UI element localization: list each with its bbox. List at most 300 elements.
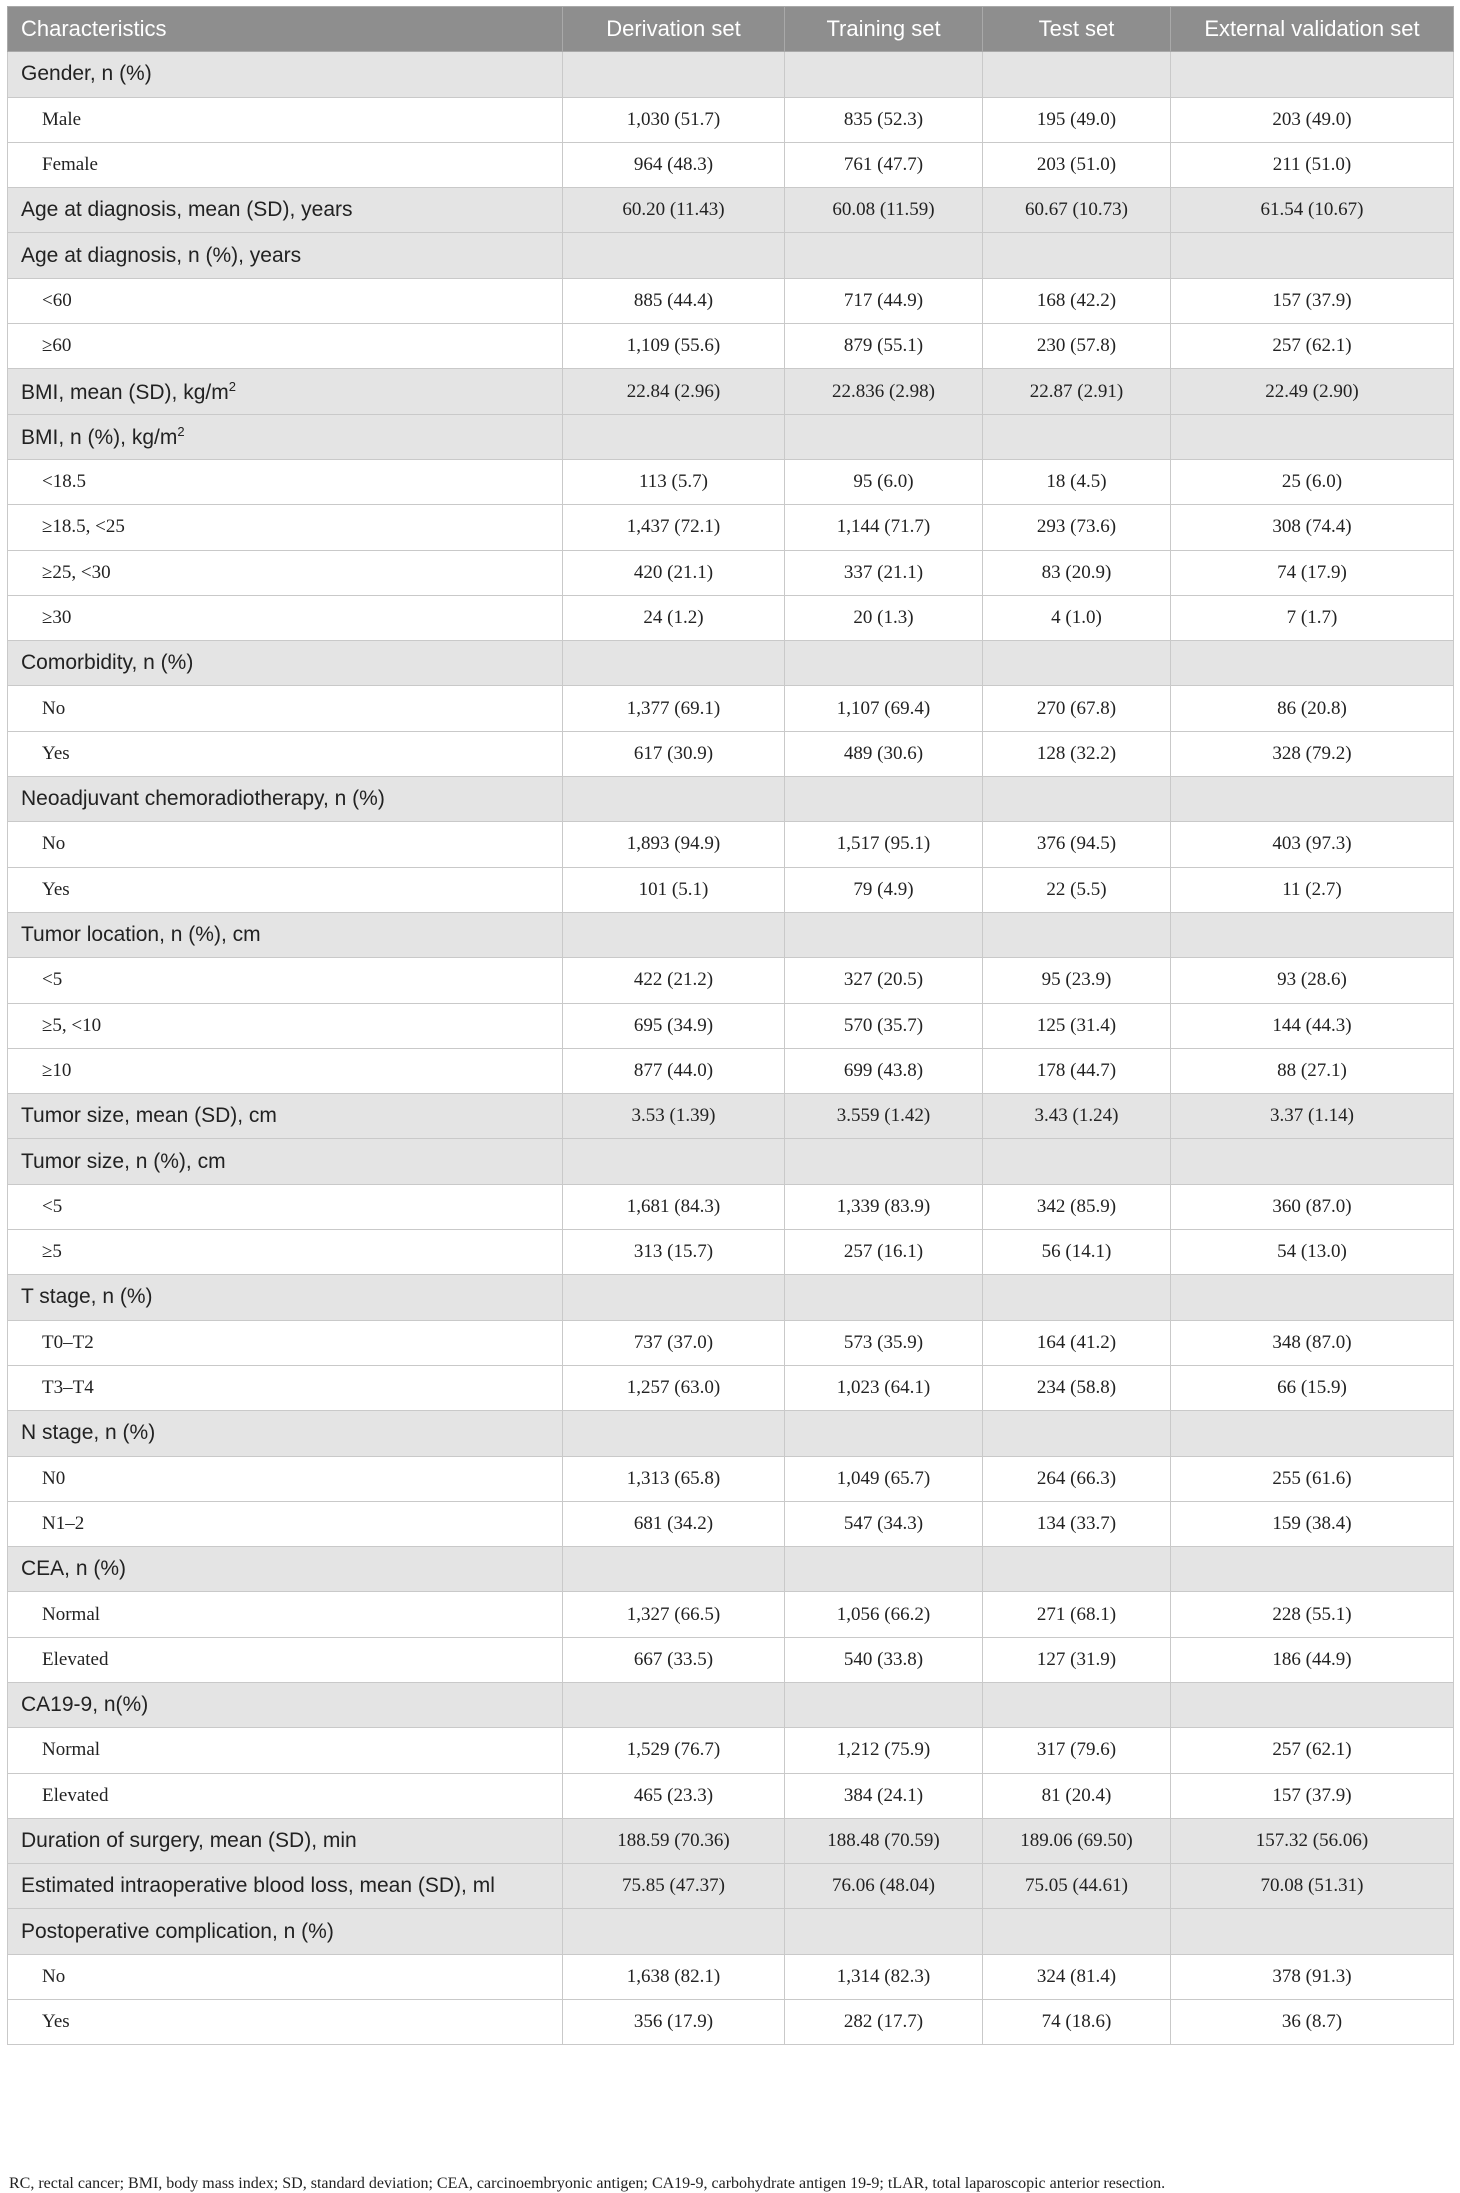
- value-cell: 11 (2.7): [1171, 867, 1454, 912]
- value-cell: 699 (43.8): [785, 1048, 983, 1093]
- value-cell: 573 (35.9): [785, 1320, 983, 1365]
- value-cell: 885 (44.4): [563, 278, 785, 323]
- row-label: [8, 1184, 563, 1229]
- value-cell: [1171, 912, 1454, 957]
- value-cell: 737 (37.0): [563, 1320, 785, 1365]
- row-label: [8, 1139, 563, 1184]
- value-cell: 282 (17.7): [785, 2000, 983, 2045]
- value-cell: 203 (49.0): [1171, 97, 1454, 142]
- value-cell: [563, 414, 785, 459]
- row-label: [8, 1592, 563, 1637]
- row-label-text: Duration of surgery, mean (SD), min: [21, 1829, 357, 1853]
- value-cell: [785, 1411, 983, 1456]
- row-label: [8, 1365, 563, 1410]
- value-cell: 134 (33.7): [983, 1501, 1171, 1546]
- value-cell: 230 (57.8): [983, 324, 1171, 369]
- table-row: [8, 822, 1454, 867]
- value-cell: 403 (97.3): [1171, 822, 1454, 867]
- row-label: [8, 278, 563, 323]
- value-cell: [983, 1139, 1171, 1184]
- value-cell: 128 (32.2): [983, 731, 1171, 776]
- value-cell: 186 (44.9): [1171, 1637, 1454, 1682]
- value-cell: [563, 233, 785, 278]
- row-label: [8, 1456, 563, 1501]
- row-label-text: Age at diagnosis, mean (SD), years: [21, 198, 353, 222]
- row-label-text: Gender, n (%): [21, 62, 152, 86]
- value-cell: 76.06 (48.04): [785, 1864, 983, 1909]
- value-cell: 168 (42.2): [983, 278, 1171, 323]
- value-cell: 54 (13.0): [1171, 1230, 1454, 1275]
- value-cell: 157.32 (56.06): [1171, 1818, 1454, 1863]
- value-cell: 667 (33.5): [563, 1637, 785, 1682]
- value-cell: 835 (52.3): [785, 97, 983, 142]
- value-cell: 1,314 (82.3): [785, 1954, 983, 1999]
- row-label: [8, 52, 563, 97]
- value-cell: 75.05 (44.61): [983, 1864, 1171, 1909]
- column-header-test-set: Test set: [983, 7, 1171, 52]
- row-label: [8, 188, 563, 233]
- category-header-row: [8, 1547, 1454, 1592]
- table-row: [8, 1003, 1454, 1048]
- row-label-text: Female: [42, 154, 98, 176]
- row-label: [8, 686, 563, 731]
- row-label: [8, 459, 563, 504]
- value-cell: [983, 1909, 1171, 1954]
- value-cell: [563, 1139, 785, 1184]
- characteristics-table: [7, 6, 1454, 2045]
- row-label: [8, 369, 563, 414]
- value-cell: 144 (44.3): [1171, 1003, 1454, 1048]
- value-cell: 79 (4.9): [785, 867, 983, 912]
- row-label: [8, 1954, 563, 1999]
- value-cell: 3.559 (1.42): [785, 1094, 983, 1139]
- category-header-row: [8, 777, 1454, 822]
- value-cell: 1,056 (66.2): [785, 1592, 983, 1637]
- value-cell: 879 (55.1): [785, 324, 983, 369]
- category-header-row: [8, 1682, 1454, 1727]
- value-cell: [785, 414, 983, 459]
- superscript: 2: [228, 378, 236, 394]
- value-cell: 1,030 (51.7): [563, 97, 785, 142]
- value-cell: [563, 1682, 785, 1727]
- value-cell: 360 (87.0): [1171, 1184, 1454, 1229]
- value-cell: 328 (79.2): [1171, 731, 1454, 776]
- row-label-text: T stage, n (%): [21, 1285, 153, 1309]
- row-label-text: ≥30: [42, 607, 72, 628]
- summary-row: [8, 1094, 1454, 1139]
- value-cell: 1,517 (95.1): [785, 822, 983, 867]
- value-cell: 324 (81.4): [983, 1954, 1171, 1999]
- value-cell: 61.54 (10.67): [1171, 188, 1454, 233]
- row-label: [8, 1230, 563, 1275]
- value-cell: [1171, 777, 1454, 822]
- row-label: [8, 1909, 563, 1954]
- row-label: [8, 1728, 563, 1773]
- value-cell: 125 (31.4): [983, 1003, 1171, 1048]
- table-footnote: RC, rectal cancer; BMI, body mass index; SD, standard deviation; CEA, carcinoembryonic antigen; CA19-9, carbohydrate antigen 19-9; tLAR, total laparoscopic anterior resection.: [9, 2175, 1166, 2192]
- value-cell: 88 (27.1): [1171, 1048, 1454, 1093]
- value-cell: 95 (6.0): [785, 459, 983, 504]
- row-label: [8, 958, 563, 1003]
- value-cell: 157 (37.9): [1171, 278, 1454, 323]
- value-cell: 1,107 (69.4): [785, 686, 983, 731]
- value-cell: 1,049 (65.7): [785, 1456, 983, 1501]
- row-label: [8, 324, 563, 369]
- value-cell: 1,529 (76.7): [563, 1728, 785, 1773]
- row-label-text: T0–T2: [42, 1331, 94, 1353]
- value-cell: 95 (23.9): [983, 958, 1171, 1003]
- value-cell: [785, 1275, 983, 1320]
- value-cell: 20 (1.3): [785, 595, 983, 640]
- category-header-row: [8, 414, 1454, 459]
- value-cell: [1171, 1909, 1454, 1954]
- value-cell: [983, 1682, 1171, 1727]
- value-cell: [1171, 52, 1454, 97]
- row-label-text: BMI, n (%), kg/m: [21, 425, 178, 449]
- value-cell: 761 (47.7): [785, 142, 983, 187]
- category-header-row: [8, 1275, 1454, 1320]
- row-label-text: Normal: [42, 1603, 101, 1625]
- row-label-text: ≥25, <30: [42, 561, 111, 583]
- row-label-text: Male: [42, 108, 82, 130]
- value-cell: [785, 912, 983, 957]
- row-label-text: Yes: [42, 742, 70, 764]
- value-cell: [785, 52, 983, 97]
- table-row: [8, 958, 1454, 1003]
- table-row: [8, 97, 1454, 142]
- value-cell: 877 (44.0): [563, 1048, 785, 1093]
- row-label-text: <60: [42, 289, 72, 311]
- value-cell: 93 (28.6): [1171, 958, 1454, 1003]
- value-cell: 22.87 (2.91): [983, 369, 1171, 414]
- value-cell: 74 (18.6): [983, 2000, 1171, 2045]
- value-cell: [1171, 1547, 1454, 1592]
- value-cell: 1,257 (63.0): [563, 1365, 785, 1410]
- column-header-external-validation-set: External validation set: [1171, 7, 1454, 52]
- value-cell: [563, 1909, 785, 1954]
- row-label: [8, 1094, 563, 1139]
- value-cell: [983, 777, 1171, 822]
- row-label: [8, 1637, 563, 1682]
- value-cell: [563, 1547, 785, 1592]
- value-cell: [1171, 233, 1454, 278]
- table-header: [8, 7, 1454, 52]
- row-label: [8, 1818, 563, 1863]
- value-cell: 36 (8.7): [1171, 2000, 1454, 2045]
- value-cell: 376 (94.5): [983, 822, 1171, 867]
- value-cell: 257 (62.1): [1171, 1728, 1454, 1773]
- value-cell: 66 (15.9): [1171, 1365, 1454, 1410]
- row-label-text: Normal: [42, 1739, 101, 1761]
- row-label: [8, 822, 563, 867]
- category-header-row: [8, 1909, 1454, 1954]
- value-cell: [1171, 1411, 1454, 1456]
- value-cell: 384 (24.1): [785, 1773, 983, 1818]
- value-cell: [563, 777, 785, 822]
- value-cell: [1171, 1139, 1454, 1184]
- table-row: [8, 1320, 1454, 1365]
- row-label-text: <5: [42, 969, 63, 991]
- row-label: [8, 1411, 563, 1456]
- value-cell: 317 (79.6): [983, 1728, 1171, 1773]
- value-cell: 293 (73.6): [983, 505, 1171, 550]
- row-label-text: No: [42, 833, 66, 855]
- row-label-text: CA19-9, n(%): [21, 1693, 149, 1717]
- value-cell: 681 (34.2): [563, 1501, 785, 1546]
- value-cell: 60.08 (11.59): [785, 188, 983, 233]
- value-cell: 255 (61.6): [1171, 1456, 1454, 1501]
- value-cell: 1,144 (71.7): [785, 505, 983, 550]
- value-cell: 342 (85.9): [983, 1184, 1171, 1229]
- row-label-text: N1–2: [42, 1512, 85, 1534]
- value-cell: 22.836 (2.98): [785, 369, 983, 414]
- value-cell: 83 (20.9): [983, 550, 1171, 595]
- value-cell: [563, 1411, 785, 1456]
- value-cell: 1,109 (55.6): [563, 324, 785, 369]
- row-label: [8, 1773, 563, 1818]
- row-label-text: ≥5, <10: [42, 1014, 102, 1036]
- value-cell: 188.48 (70.59): [785, 1818, 983, 1863]
- row-label-text: Tumor size, mean (SD), cm: [21, 1104, 277, 1128]
- value-cell: 489 (30.6): [785, 731, 983, 776]
- row-label: [8, 1048, 563, 1093]
- row-label-text: BMI, mean (SD), kg/m: [21, 380, 229, 404]
- value-cell: [983, 233, 1171, 278]
- row-label-text: Elevated: [42, 1784, 109, 1806]
- value-cell: 356 (17.9): [563, 2000, 785, 2045]
- header-row: [8, 7, 1454, 52]
- value-cell: [785, 1682, 983, 1727]
- value-cell: 113 (5.7): [563, 459, 785, 504]
- table-row: [8, 1954, 1454, 1999]
- row-label: [8, 1864, 563, 1909]
- row-label-text: Yes: [42, 878, 70, 900]
- category-header-row: [8, 233, 1454, 278]
- category-header-row: [8, 641, 1454, 686]
- row-label-text: Tumor location, n (%), cm: [21, 923, 261, 947]
- table-row: [8, 550, 1454, 595]
- row-label-text: ≥10: [42, 1059, 72, 1081]
- value-cell: 1,638 (82.1): [563, 1954, 785, 1999]
- value-cell: 7 (1.7): [1171, 595, 1454, 640]
- row-label-text: ≥5: [42, 1241, 62, 1263]
- row-label: [8, 641, 563, 686]
- superscript: 2: [177, 423, 185, 439]
- value-cell: 60.67 (10.73): [983, 188, 1171, 233]
- value-cell: 178 (44.7): [983, 1048, 1171, 1093]
- value-cell: 70.08 (51.31): [1171, 1864, 1454, 1909]
- column-header-training-set: Training set: [785, 7, 983, 52]
- value-cell: 257 (16.1): [785, 1230, 983, 1275]
- row-label-text: ≥18.5, <25: [42, 516, 125, 538]
- value-cell: 60.20 (11.43): [563, 188, 785, 233]
- value-cell: [785, 641, 983, 686]
- row-label-text: N stage, n (%): [21, 1421, 156, 1445]
- summary-row: [8, 188, 1454, 233]
- table-row: [8, 278, 1454, 323]
- value-cell: 717 (44.9): [785, 278, 983, 323]
- category-header-row: [8, 52, 1454, 97]
- table-row: [8, 1184, 1454, 1229]
- value-cell: [1171, 414, 1454, 459]
- value-cell: [563, 641, 785, 686]
- table-row: [8, 1365, 1454, 1410]
- value-cell: 1,023 (64.1): [785, 1365, 983, 1410]
- value-cell: 1,437 (72.1): [563, 505, 785, 550]
- value-cell: 22 (5.5): [983, 867, 1171, 912]
- row-label-text: Age at diagnosis, n (%), years: [21, 243, 302, 267]
- row-label: [8, 233, 563, 278]
- value-cell: 1,377 (69.1): [563, 686, 785, 731]
- value-cell: [563, 1275, 785, 1320]
- row-label: [8, 595, 563, 640]
- value-cell: 337 (21.1): [785, 550, 983, 595]
- row-label-text: ≥60: [42, 335, 72, 357]
- table-row: [8, 595, 1454, 640]
- value-cell: 234 (58.8): [983, 1365, 1171, 1410]
- value-cell: 1,313 (65.8): [563, 1456, 785, 1501]
- value-cell: 56 (14.1): [983, 1230, 1171, 1275]
- summary-row: [8, 1864, 1454, 1909]
- value-cell: 1,339 (83.9): [785, 1184, 983, 1229]
- category-header-row: [8, 912, 1454, 957]
- table-row: [8, 2000, 1454, 2045]
- value-cell: [983, 641, 1171, 686]
- row-label-text: Elevated: [42, 1648, 109, 1670]
- row-label: [8, 1003, 563, 1048]
- value-cell: 617 (30.9): [563, 731, 785, 776]
- row-label: [8, 505, 563, 550]
- table-row: [8, 1456, 1454, 1501]
- value-cell: 211 (51.0): [1171, 142, 1454, 187]
- value-cell: [785, 1139, 983, 1184]
- row-label-text: <18.5: [42, 471, 86, 493]
- value-cell: 422 (21.2): [563, 958, 785, 1003]
- table-row: [8, 1230, 1454, 1275]
- value-cell: [563, 912, 785, 957]
- table-row: [8, 686, 1454, 731]
- row-label: [8, 1547, 563, 1592]
- value-cell: 24 (1.2): [563, 595, 785, 640]
- table-row: [8, 1773, 1454, 1818]
- value-cell: 964 (48.3): [563, 142, 785, 187]
- value-cell: [785, 1547, 983, 1592]
- value-cell: 465 (23.3): [563, 1773, 785, 1818]
- row-label: [8, 97, 563, 142]
- value-cell: 188.59 (70.36): [563, 1818, 785, 1863]
- category-header-row: [8, 1411, 1454, 1456]
- table-row: [8, 867, 1454, 912]
- value-cell: 127 (31.9): [983, 1637, 1171, 1682]
- category-header-row: [8, 1139, 1454, 1184]
- table-row: [8, 731, 1454, 776]
- value-cell: [1171, 1275, 1454, 1320]
- value-cell: 25 (6.0): [1171, 459, 1454, 504]
- value-cell: 313 (15.7): [563, 1230, 785, 1275]
- value-cell: [983, 414, 1171, 459]
- value-cell: 1,212 (75.9): [785, 1728, 983, 1773]
- table-body: [8, 52, 1454, 2045]
- row-label: [8, 1320, 563, 1365]
- row-label: [8, 550, 563, 595]
- value-cell: 203 (51.0): [983, 142, 1171, 187]
- value-cell: 420 (21.1): [563, 550, 785, 595]
- value-cell: [983, 1275, 1171, 1320]
- value-cell: 159 (38.4): [1171, 1501, 1454, 1546]
- table-row: [8, 1048, 1454, 1093]
- value-cell: 348 (87.0): [1171, 1320, 1454, 1365]
- column-header-derivation-set: Derivation set: [563, 7, 785, 52]
- value-cell: 1,893 (94.9): [563, 822, 785, 867]
- table-row: [8, 142, 1454, 187]
- table-row: [8, 1637, 1454, 1682]
- row-label: [8, 1501, 563, 1546]
- row-label-text: No: [42, 1965, 66, 1987]
- value-cell: [1171, 641, 1454, 686]
- table-row: [8, 1592, 1454, 1637]
- table-row: [8, 505, 1454, 550]
- row-label-text: Estimated intraoperative blood loss, mean (SD), ml: [21, 1874, 495, 1898]
- value-cell: 308 (74.4): [1171, 505, 1454, 550]
- value-cell: [983, 52, 1171, 97]
- value-cell: 270 (67.8): [983, 686, 1171, 731]
- value-cell: 18 (4.5): [983, 459, 1171, 504]
- value-cell: [983, 912, 1171, 957]
- row-label: [8, 414, 563, 459]
- row-label-text: Postoperative complication, n (%): [21, 1919, 334, 1943]
- table-row: [8, 1501, 1454, 1546]
- table-row: [8, 1728, 1454, 1773]
- value-cell: 3.53 (1.39): [563, 1094, 785, 1139]
- value-cell: 570 (35.7): [785, 1003, 983, 1048]
- summary-row: [8, 369, 1454, 414]
- value-cell: 257 (62.1): [1171, 324, 1454, 369]
- value-cell: 1,681 (84.3): [563, 1184, 785, 1229]
- value-cell: 4 (1.0): [983, 595, 1171, 640]
- row-label-text: Comorbidity, n (%): [21, 651, 194, 675]
- row-label-text: <5: [42, 1195, 63, 1217]
- row-label: [8, 912, 563, 957]
- row-label: [8, 2000, 563, 2045]
- row-label: [8, 1682, 563, 1727]
- value-cell: 3.43 (1.24): [983, 1094, 1171, 1139]
- value-cell: [983, 1411, 1171, 1456]
- row-label: [8, 142, 563, 187]
- row-label: [8, 731, 563, 776]
- value-cell: 101 (5.1): [563, 867, 785, 912]
- value-cell: 189.06 (69.50): [983, 1818, 1171, 1863]
- value-cell: 74 (17.9): [1171, 550, 1454, 595]
- row-label: [8, 777, 563, 822]
- value-cell: [785, 777, 983, 822]
- value-cell: 547 (34.3): [785, 1501, 983, 1546]
- value-cell: 164 (41.2): [983, 1320, 1171, 1365]
- value-cell: 86 (20.8): [1171, 686, 1454, 731]
- value-cell: 327 (20.5): [785, 958, 983, 1003]
- table-row: [8, 459, 1454, 504]
- row-label-text: CEA, n (%): [21, 1557, 127, 1581]
- value-cell: [563, 52, 785, 97]
- value-cell: 1,327 (66.5): [563, 1592, 785, 1637]
- value-cell: 22.84 (2.96): [563, 369, 785, 414]
- value-cell: 228 (55.1): [1171, 1592, 1454, 1637]
- value-cell: 264 (66.3): [983, 1456, 1171, 1501]
- value-cell: 81 (20.4): [983, 1773, 1171, 1818]
- value-cell: 540 (33.8): [785, 1637, 983, 1682]
- value-cell: 378 (91.3): [1171, 1954, 1454, 1999]
- value-cell: [1171, 1682, 1454, 1727]
- value-cell: [983, 1547, 1171, 1592]
